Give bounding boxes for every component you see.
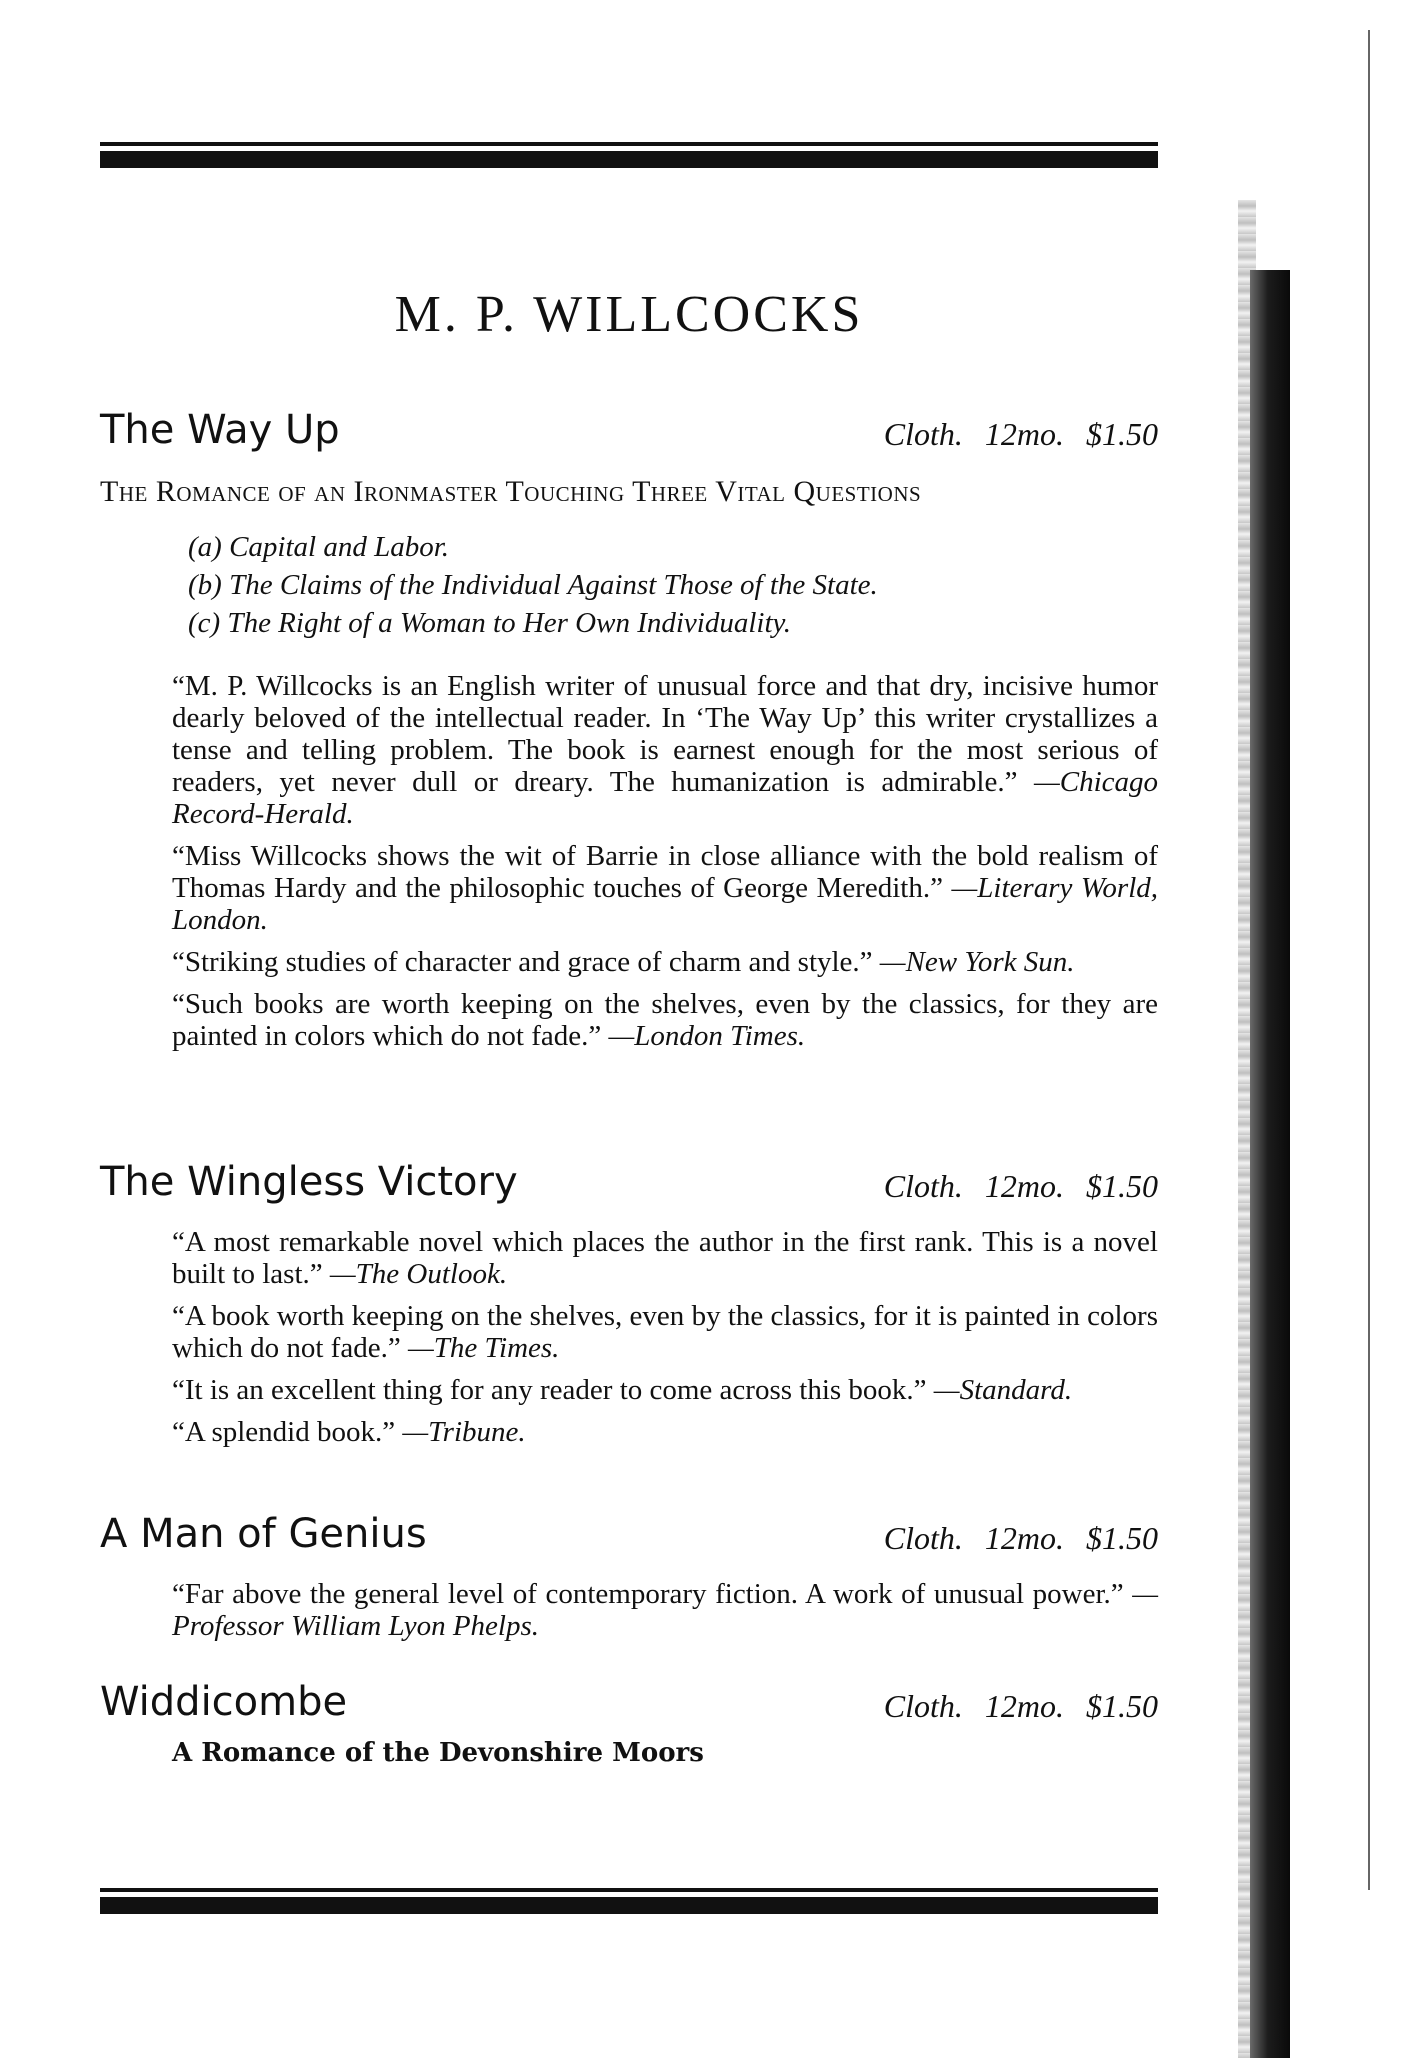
review-quotes: [172, 670, 1158, 1062]
top-rule: [100, 142, 1158, 168]
book-price: Cloth. 12mo. $1.50: [883, 1168, 1158, 1204]
bottom-rule: [100, 1888, 1158, 1914]
book-title: The Wingless Victory: [100, 1159, 518, 1205]
book-price: Cloth. 12mo. $1.50: [883, 416, 1158, 452]
book-title: A Man of Genius: [100, 1511, 427, 1557]
book-header: [100, 404, 1158, 464]
topic-item: (c) The Right of a Woman to Her Own Individuality.: [188, 607, 792, 639]
review-quotes: [172, 1226, 1158, 1458]
review-quotes: [172, 1578, 1158, 1652]
review-quote: “Far above the general level of contemporary fiction. A work of unusual power.” —Professor William Lyon Phelps.: [172, 1578, 1159, 1642]
author-heading: M. P. WILLCOCKS: [394, 286, 864, 343]
book-header: [100, 1508, 1158, 1568]
review-quote: “Miss Willcocks shows the wit of Barrie in close alliance with the bold realism of Thomas Hardy and the philosophic touches of George Meredith.” —Literary World, London.: [172, 840, 1159, 936]
book-price: Cloth. 12mo. $1.50: [883, 1520, 1158, 1556]
review-quote: “M. P. Willcocks is an English writer of unusual force and that dry, incisive humor dearly beloved of the intellectual reader. In ‘The Way Up’ this writer crystallizes a tense and telling problem. The book is earnest enough for the most serious of readers, yet never dull or dreary. The humanization is admirable.” —Chicago Record-Herald.: [172, 670, 1158, 830]
book-subtitle: A Romance of the Devonshire Moors: [172, 1738, 704, 1768]
review-quote: “Such books are worth keeping on the shelves, even by the classics, for they are painted in colors which do not fade.” —London Times.: [172, 988, 1158, 1052]
review-quote: “A book worth keeping on the shelves, even by the classics, for it is painted in colors which do not fade.” —The Times.: [172, 1300, 1158, 1364]
review-quote: “A splendid book.” —Tribune.: [172, 1416, 526, 1448]
topics-list: [188, 528, 1088, 642]
review-quote: “Striking studies of character and grace of charm and style.” —New York Sun.: [172, 946, 1075, 978]
book-title: The Way Up: [100, 407, 340, 453]
book-header: [100, 1156, 1158, 1216]
review-quote: “It is an excellent thing for any reader to come across this book.” —Standard.: [172, 1374, 1073, 1406]
book-subtitle: The Romance of an Ironmaster Touching Three Vital Questions: [100, 475, 922, 508]
topic-item: (b) The Claims of the Individual Against Those of the State.: [188, 569, 878, 601]
topic-item: (a) Capital and Labor.: [188, 531, 450, 563]
page-edge-line: [1368, 30, 1370, 1890]
book-title: Widdicombe: [100, 1679, 348, 1725]
book-price: Cloth. 12mo. $1.50: [883, 1688, 1158, 1724]
review-quote: “A most remarkable novel which places the author in the first rank. This is a novel built to last.” —The Outlook.: [172, 1226, 1158, 1290]
book-header: [100, 1676, 1158, 1736]
book-spine-shadow: [1250, 270, 1290, 2058]
